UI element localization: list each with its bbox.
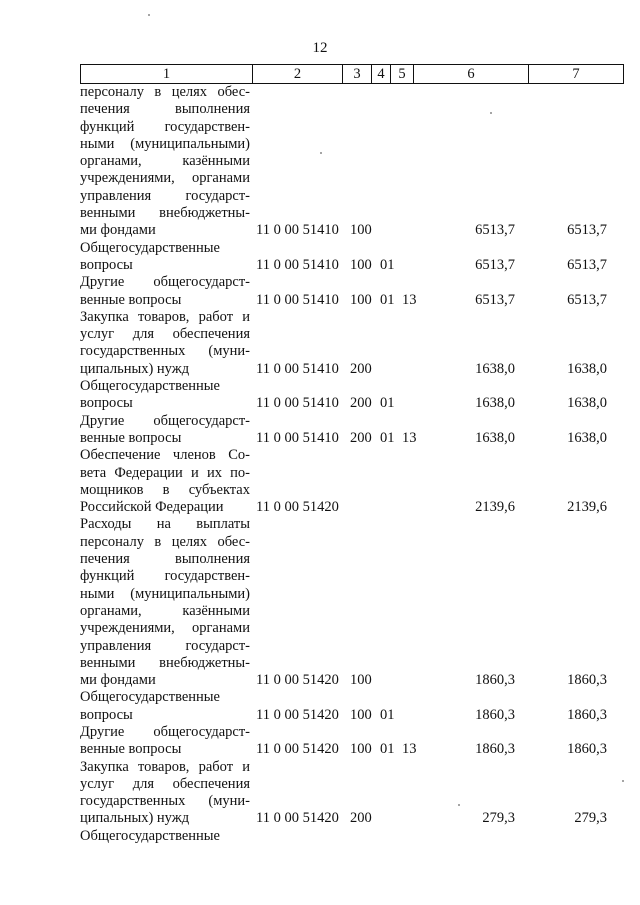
description-line: венные вопросы — [80, 429, 182, 446]
table-row — [80, 724, 625, 759]
expense-type-cell: 100 — [350, 256, 372, 273]
description-line: Другие общегосударст- — [80, 723, 250, 740]
target-code-cell: 11 0 00 51410 — [256, 291, 339, 308]
description-line: ципальных) нужд — [80, 810, 190, 827]
amount-col6-cell: 6513,7 — [475, 222, 515, 239]
description-line: учреждениями, органами — [80, 170, 250, 187]
amount-col6-cell: 1860,3 — [475, 741, 515, 758]
amount-col7-cell: 1860,3 — [567, 672, 607, 689]
table-row — [80, 309, 625, 378]
description-line: вопросы — [80, 395, 133, 412]
target-code-cell: 11 0 00 51410 — [256, 256, 339, 273]
description-line: органами, казёнными — [80, 602, 250, 619]
expense-type-cell: 200 — [350, 395, 372, 412]
column-header-1: 1 — [81, 65, 253, 84]
amount-col6-cell: 1860,3 — [475, 706, 515, 723]
description-line: венные вопросы — [80, 291, 182, 308]
table-row — [80, 689, 625, 724]
table-row — [80, 378, 625, 413]
description-line: Общегосударственные — [80, 378, 220, 395]
subsection-cell: 13 — [402, 429, 417, 446]
description-line: мощников в субъектах — [80, 481, 250, 498]
description-line: ными (муниципальными) — [80, 135, 250, 152]
scan-speck — [148, 14, 150, 16]
section-cell: 01 — [380, 429, 395, 446]
row-description — [80, 759, 250, 828]
description-line: функций государствен- — [80, 568, 250, 585]
target-code-cell: 11 0 00 51410 — [256, 222, 339, 239]
table-row — [80, 828, 625, 845]
description-line: государственных (муни- — [80, 343, 250, 360]
amount-col7-cell: 1638,0 — [567, 395, 607, 412]
row-description — [80, 447, 250, 516]
row-description — [80, 309, 250, 378]
amount-col6-cell: 6513,7 — [475, 256, 515, 273]
description-line: Закупка товаров, работ и — [80, 308, 250, 325]
description-line: персоналу в целях обес- — [80, 533, 250, 550]
expense-type-cell: 200 — [350, 429, 372, 446]
description-line: ципальных) нужд — [80, 360, 190, 377]
amount-col6-cell: 1638,0 — [475, 360, 515, 377]
row-description — [80, 240, 250, 275]
table-row — [80, 240, 625, 275]
target-code-cell: 11 0 00 51410 — [256, 360, 339, 377]
column-header-row — [80, 64, 624, 84]
column-header-4: 4 — [372, 65, 391, 84]
target-code-cell: 11 0 00 51410 — [256, 429, 339, 446]
table-row — [80, 274, 625, 309]
section-cell: 01 — [380, 706, 395, 723]
amount-col7-cell: 1860,3 — [567, 706, 607, 723]
target-code-cell: 11 0 00 51420 — [256, 672, 339, 689]
description-line: Общегосударственные — [80, 239, 220, 256]
section-cell: 01 — [380, 291, 395, 308]
subsection-cell: 13 — [402, 291, 417, 308]
amount-col6-cell: 1638,0 — [475, 429, 515, 446]
description-line: ми фондами — [80, 222, 156, 239]
description-line: венные вопросы — [80, 741, 182, 758]
row-description — [80, 828, 250, 845]
amount-col6-cell: 6513,7 — [475, 291, 515, 308]
description-line: органами, казёнными — [80, 153, 250, 170]
amount-col7-cell: 279,3 — [574, 810, 607, 827]
amount-col7-cell: 2139,6 — [567, 499, 607, 516]
target-code-cell: 11 0 00 51420 — [256, 741, 339, 758]
description-line: венными внебюджетны- — [80, 654, 250, 671]
table-row — [80, 759, 625, 828]
amount-col7-cell: 1860,3 — [567, 741, 607, 758]
row-description — [80, 516, 250, 689]
row-description — [80, 84, 250, 240]
description-line: Другие общегосударст- — [80, 412, 250, 429]
target-code-cell: 11 0 00 51420 — [256, 810, 339, 827]
expense-type-cell: 200 — [350, 360, 372, 377]
expense-type-cell: 200 — [350, 810, 372, 827]
amount-col7-cell: 6513,7 — [567, 291, 607, 308]
description-line: государственных (муни- — [80, 793, 250, 810]
column-header-2: 2 — [253, 65, 343, 84]
subsection-cell: 13 — [402, 741, 417, 758]
expense-type-cell: 100 — [350, 222, 372, 239]
table-row — [80, 447, 625, 516]
column-header-7: 7 — [529, 65, 624, 84]
expense-type-cell: 100 — [350, 741, 372, 758]
target-code-cell: 11 0 00 51410 — [256, 395, 339, 412]
section-cell: 01 — [380, 395, 395, 412]
description-line: вета Федерации и их по- — [80, 464, 250, 481]
description-line: ми фондами — [80, 672, 156, 689]
description-line: услуг для обеспечения — [80, 326, 250, 343]
amount-col6-cell: 279,3 — [482, 810, 515, 827]
table-row — [80, 84, 625, 240]
description-line: печения выполнения — [80, 551, 250, 568]
description-line: Расходы на выплаты — [80, 516, 250, 533]
target-code-cell: 11 0 00 51420 — [256, 499, 339, 516]
scan-speck — [490, 112, 492, 114]
description-line: Обеспечение членов Со- — [80, 447, 250, 464]
amount-col7-cell: 1638,0 — [567, 360, 607, 377]
column-header-6: 6 — [414, 65, 529, 84]
scan-speck — [320, 152, 322, 154]
description-line: функций государствен- — [80, 118, 250, 135]
description-line: Общегосударственные — [80, 689, 220, 706]
description-line: вопросы — [80, 256, 133, 273]
table-row — [80, 413, 625, 448]
amount-col7-cell: 6513,7 — [567, 256, 607, 273]
target-code-cell: 11 0 00 51420 — [256, 706, 339, 723]
description-line: Закупка товаров, работ и — [80, 758, 250, 775]
description-line: ными (муниципальными) — [80, 585, 250, 602]
description-line: печения выполнения — [80, 101, 250, 118]
section-cell: 01 — [380, 256, 395, 273]
description-line: венными внебюджетны- — [80, 205, 250, 222]
description-line: управления государст- — [80, 187, 250, 204]
description-line: Российской Федерации — [80, 499, 224, 516]
scan-speck — [458, 804, 460, 806]
description-line: учреждениями, органами — [80, 620, 250, 637]
section-cell: 01 — [380, 741, 395, 758]
expense-type-cell: 100 — [350, 706, 372, 723]
description-line: управления государст- — [80, 637, 250, 654]
description-line: услуг для обеспечения — [80, 775, 250, 792]
row-description — [80, 724, 250, 759]
amount-col7-cell: 6513,7 — [567, 222, 607, 239]
amount-col6-cell: 1860,3 — [475, 672, 515, 689]
row-description — [80, 413, 250, 448]
row-description — [80, 378, 250, 413]
amount-col6-cell: 1638,0 — [475, 395, 515, 412]
description-line: вопросы — [80, 706, 133, 723]
expense-type-cell: 100 — [350, 672, 372, 689]
table-row — [80, 516, 625, 689]
row-description — [80, 274, 250, 309]
row-description — [80, 689, 250, 724]
description-line: персоналу в целях обес- — [80, 84, 250, 100]
budget-table-body — [80, 84, 625, 845]
description-line: Другие общегосударст- — [80, 274, 250, 291]
scan-speck — [622, 780, 624, 782]
column-header-5: 5 — [391, 65, 414, 84]
page-number: 12 — [312, 40, 328, 56]
amount-col7-cell: 1638,0 — [567, 429, 607, 446]
expense-type-cell: 100 — [350, 291, 372, 308]
description-line: Общегосударственные — [80, 827, 220, 844]
amount-col6-cell: 2139,6 — [475, 499, 515, 516]
column-header-3: 3 — [343, 65, 372, 84]
